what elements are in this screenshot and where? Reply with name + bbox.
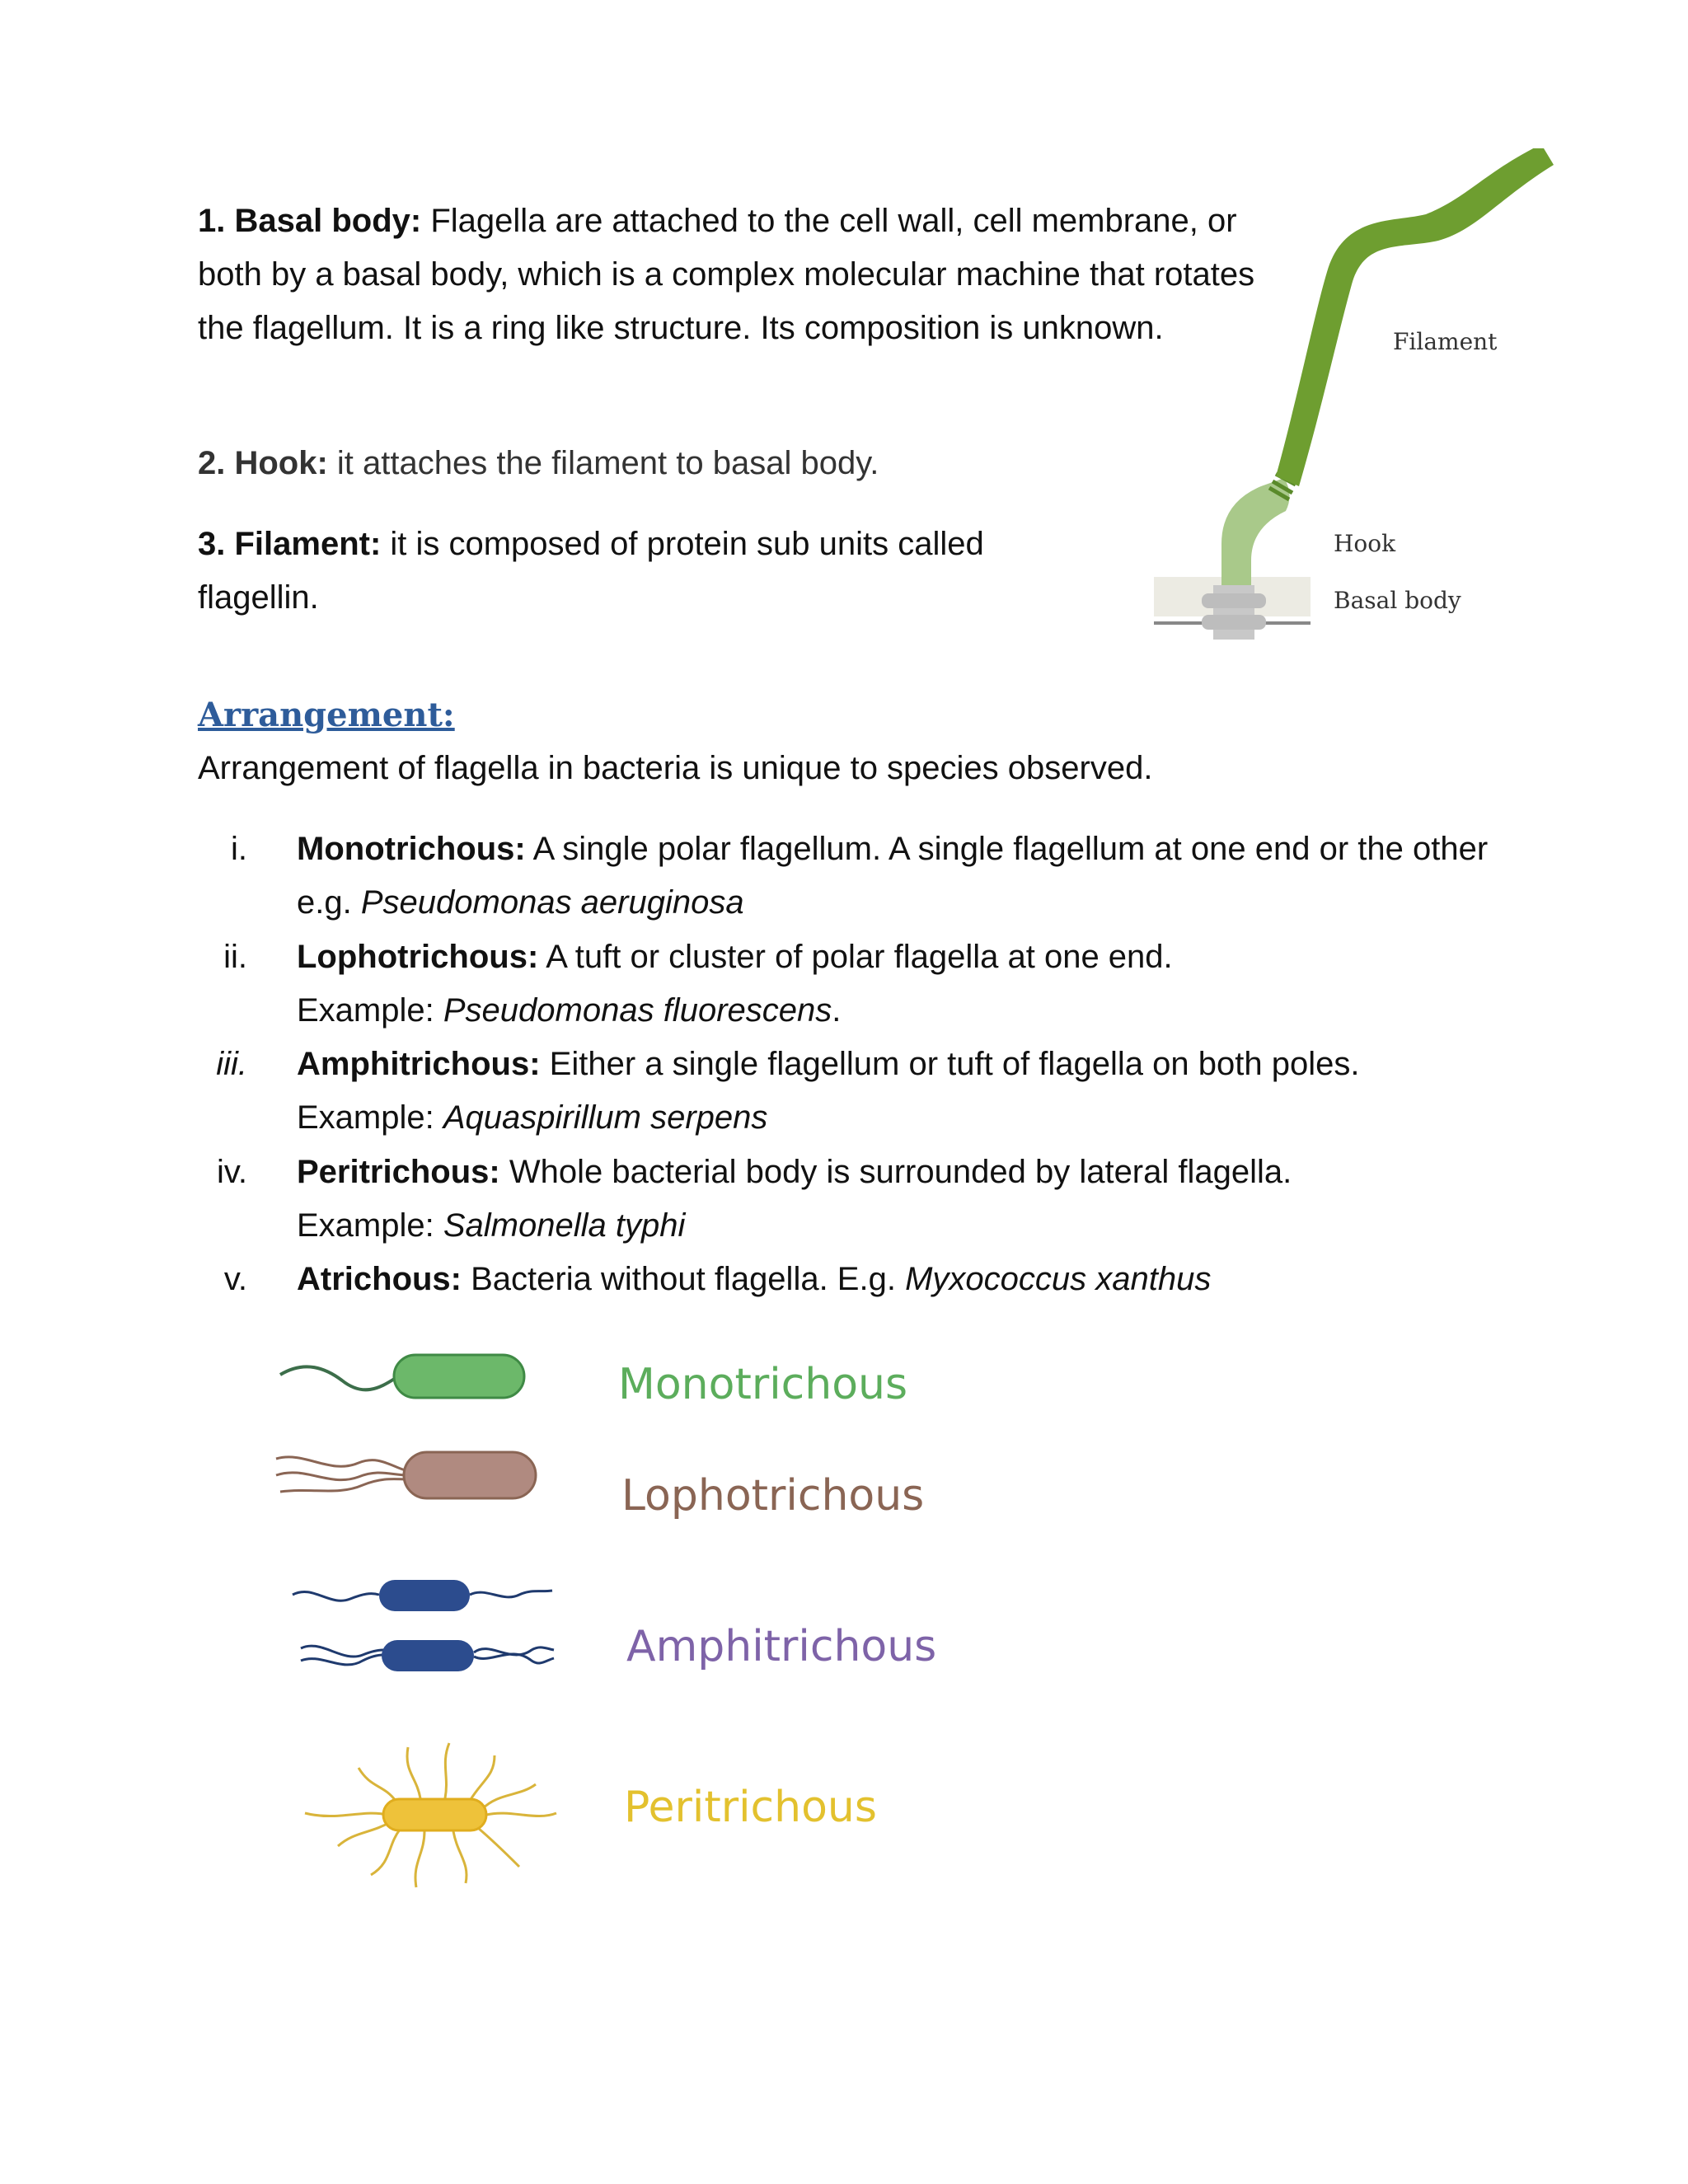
peri-flagellum <box>453 1831 467 1883</box>
peritrichous-bacterium <box>305 1743 556 1887</box>
monotrichous-bacterium <box>280 1355 524 1398</box>
lopho-flagellum <box>276 1457 408 1471</box>
basal-body-paragraph <box>198 194 1269 355</box>
basal-body-term: 1. Basal body: <box>198 203 422 239</box>
amphi-flagellum <box>301 1646 383 1657</box>
item-term: Atrichous: <box>297 1261 462 1297</box>
peri-flagellum <box>305 1813 387 1816</box>
peri-cell <box>383 1799 486 1830</box>
item-tail: . <box>832 992 842 1029</box>
amphitrichous-bacterium <box>293 1580 554 1671</box>
lopho-cell <box>404 1452 536 1498</box>
list-item-body <box>297 1038 1517 1145</box>
amphi-cell <box>379 1580 470 1611</box>
item-example-prefix: Example: <box>297 1207 443 1244</box>
hook-term: 2. Hook: <box>198 445 328 481</box>
filament-shape <box>1276 148 1554 486</box>
list-item-body <box>297 1146 1517 1253</box>
amphitrichous-label: Amphitrichous <box>626 1622 937 1671</box>
mono-cell <box>394 1355 524 1398</box>
arrangement-heading: Arrangement: <box>198 696 455 734</box>
item-example: Pseudomonas fluorescens <box>443 992 832 1029</box>
item-example: Pseudomonas aeruginosa <box>360 884 744 921</box>
item-text: A tuft or cluster of polar flagella at one end. <box>538 939 1173 975</box>
peri-flagellum <box>371 1830 400 1875</box>
peri-flagellum <box>486 1813 556 1816</box>
list-number: v. <box>223 1261 247 1297</box>
filament-term: 3. Filament: <box>198 526 382 562</box>
basal-body-ring-top <box>1202 593 1266 608</box>
item-example-prefix: Example: <box>297 1099 443 1136</box>
list-number: ii. <box>223 939 247 975</box>
peri-flagellum <box>478 1828 519 1867</box>
peri-flagellum <box>482 1784 536 1809</box>
peri-flagellum <box>407 1747 420 1798</box>
item-text: Whole bacterial body is surrounded by lateral flagella. <box>499 1154 1292 1190</box>
peri-flagellum <box>338 1821 392 1846</box>
peri-flagellum <box>415 1831 424 1887</box>
item-text: Bacteria without flagella. E.g. <box>462 1261 906 1297</box>
diagram-label-filament: Filament <box>1393 328 1498 355</box>
hook-paragraph <box>198 437 1104 490</box>
item-example: Myxococcus xanthus <box>905 1261 1212 1297</box>
item-example: Aquaspirillum serpens <box>443 1099 768 1136</box>
peri-flagellum <box>470 1755 495 1801</box>
item-text: Either a single flagellum or tuft of flagella on both poles. <box>540 1046 1360 1082</box>
item-term: Amphitrichous: <box>297 1046 541 1082</box>
amphi-flagellum <box>470 1591 552 1597</box>
list-item-body <box>297 823 1517 930</box>
lophotrichous-label: Lophotrichous <box>621 1471 925 1521</box>
monotrichous-label: Monotrichous <box>618 1360 908 1409</box>
item-term: Lophotrichous: <box>297 939 539 975</box>
item-example-prefix: Example: <box>297 992 443 1029</box>
basal-body-shape <box>1213 585 1254 640</box>
list-number: i. <box>231 831 247 867</box>
amphi-flagellum <box>293 1591 379 1601</box>
lophotrichous-bacterium <box>276 1452 536 1498</box>
mono-flagellum <box>280 1366 396 1390</box>
amphi-cell <box>382 1640 474 1671</box>
list-item-body <box>297 930 1517 1038</box>
list-number: iv. <box>216 1154 247 1190</box>
item-text: A single polar flagellum. A single flagellum at one end or the other e.g. <box>297 831 1489 921</box>
item-term: Peritrichous: <box>297 1154 500 1190</box>
arrangement-intro: Arrangement of flagella in bacteria is unique to species observed. <box>198 750 1153 786</box>
item-example: Salmonella typhi <box>443 1207 686 1244</box>
item-term: Monotrichous: <box>297 831 526 867</box>
basal-body-ring-bottom <box>1202 615 1266 630</box>
peri-flagellum <box>445 1743 449 1798</box>
list-number: iii. <box>216 1046 247 1082</box>
flagellum-structure-diagram <box>1154 148 1582 659</box>
basal-body-text: Flagella are attached to the cell wall, cell membrane, or both by a basal body, which is a complex molecular machine that rotates the flagellum. It is a ring like structure. Its composition is unknown. <box>198 203 1255 346</box>
amphi-flagellum <box>301 1655 383 1665</box>
diagram-label-basal-body: Basal body <box>1334 587 1461 614</box>
diagram-label-hook: Hook <box>1334 530 1396 557</box>
peritrichous-label: Peritrichous <box>624 1783 877 1832</box>
hook-text: it attaches the filament to basal body. <box>327 445 879 481</box>
list-item-body <box>297 1253 1517 1306</box>
filament-text: it is composed of protein sub units called flagellin. <box>198 526 984 616</box>
filament-paragraph <box>198 518 1088 625</box>
peri-flagellum <box>359 1768 396 1801</box>
